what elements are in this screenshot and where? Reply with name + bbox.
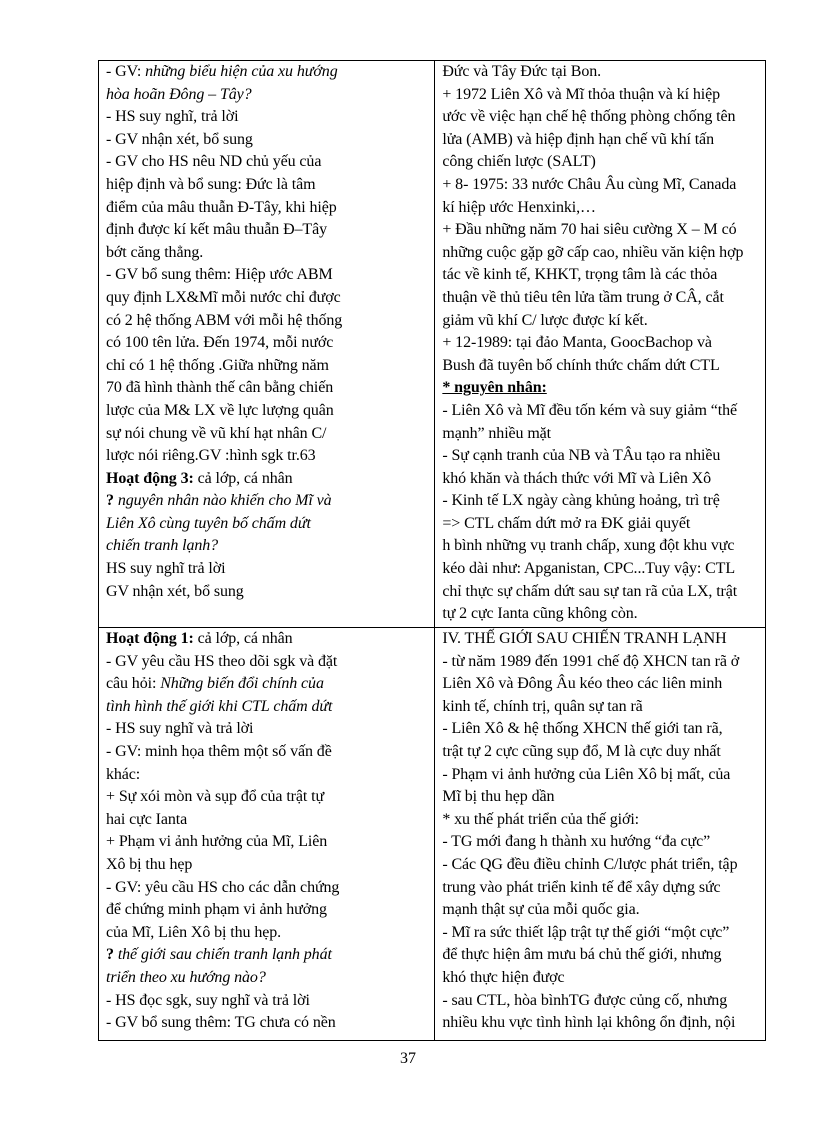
text-line [106, 967, 428, 990]
text-segment: - Các QG đều điều chỉnh C/lược phát triển, tập [442, 855, 738, 873]
text-segment: định được kí kết mâu thuẫn Đ–Tây [106, 221, 327, 239]
text-segment: tự 2 cực Ianta cũng không còn. [442, 605, 638, 623]
text-line [106, 106, 428, 129]
text-line [106, 696, 428, 719]
text-segment: HS suy nghĩ trả lời [106, 560, 226, 578]
table-row [99, 61, 766, 628]
text-line [442, 84, 759, 107]
text-segment: - HS suy nghĩ, trả lời [106, 108, 239, 126]
text-segment: IV. THẾ GIỚI SAU CHIẾN TRANH LẠNH [442, 630, 727, 647]
text-segment: Liên Xô và Đông Âu kéo theo các liên minh [442, 675, 723, 693]
text-segment: quy định LX&Mĩ mỗi nước chỉ được [106, 288, 341, 306]
teacher-activity-cell [99, 61, 435, 628]
text-segment: ước về việc hạn chế hệ thống phòng chống tên [442, 108, 736, 126]
text-segment: h bình những vụ tranh chấp, xung đột khu vực [442, 537, 735, 555]
text-segment: - GV bổ sung thêm: Hiệp ước ABM [106, 266, 333, 284]
text-line [442, 332, 759, 355]
text-segment: có 2 hệ thống ABM với mỗi hệ thống [106, 311, 343, 329]
text-line [106, 786, 428, 809]
text-line [106, 151, 428, 174]
text-line [442, 786, 759, 809]
text-line [442, 151, 759, 174]
text-line [106, 445, 428, 468]
text-segment: * nguyên nhân: [442, 379, 547, 397]
text-segment: 70 đã hình thành thế cân bằng chiến [106, 379, 334, 397]
text-line [106, 764, 428, 787]
text-line [106, 355, 428, 378]
text-segment: những cuộc gặp gỡ cấp cao, nhiều văn kiện hợp [442, 243, 744, 261]
text-line [442, 990, 759, 1013]
text-line [442, 264, 759, 287]
text-line [106, 490, 428, 513]
lesson-content-cell [435, 61, 766, 628]
text-segment: ? [106, 492, 118, 510]
text-segment: hiệp định và bổ sung: Đức là tâm [106, 175, 316, 193]
text-segment: tác về kinh tế, KHKT, trọng tâm là các thỏa [442, 266, 718, 284]
text-line [106, 673, 428, 696]
text-line [106, 310, 428, 333]
text-segment: + 8- 1975: 33 nước Châu Âu cùng Mĩ, Canada [442, 175, 737, 193]
text-line [106, 944, 428, 967]
text-segment: Những biến đổi chính của [160, 675, 324, 693]
text-segment: chỉ thực sự chấm dứt sau sự tan rã của LX, trật [442, 582, 738, 600]
text-line [442, 967, 759, 990]
text-segment: Đức và Tây Đức tại Bon. [442, 63, 602, 80]
text-segment: => CTL chấm dứt mở ra ĐK giải quyết [442, 514, 691, 532]
text-line [442, 106, 759, 129]
text-segment: * xu thế phát triển của thế giới: [442, 810, 640, 828]
text-segment: để thực hiện âm mưu bá chủ thế giới, nhưng [442, 946, 722, 964]
text-segment: nhiều khu vực tình hình lại không ổn định, nội [442, 1014, 736, 1032]
text-segment: bớt căng thẳng. [106, 243, 204, 261]
text-line [106, 1012, 428, 1035]
text-segment: Hoạt động 1: [106, 630, 194, 647]
text-segment: có 100 tên lửa. Đến 1974, mỗi nước [106, 334, 334, 352]
text-segment: kí hiệp ước Henxinki,… [442, 198, 596, 216]
page-number: 37 [400, 1050, 416, 1067]
text-segment: - GV: minh họa thêm một số vấn đề [106, 742, 332, 760]
text-segment: - GV: yêu cầu HS cho các dẫn chứng [106, 878, 340, 896]
text-line [442, 718, 759, 741]
text-segment: - Liên Xô & hệ thống XHCN thế giới tan rã, [442, 720, 723, 738]
text-segment: để chứng minh phạm vi ảnh hưởng [106, 901, 327, 919]
text-segment: Mĩ bị thu hẹp dần [442, 788, 555, 806]
text-line [442, 287, 759, 310]
text-segment: trật tự 2 cực cũng sụp đổ, M là cực duy nhất [442, 742, 721, 760]
text-line [106, 877, 428, 900]
text-line [442, 581, 759, 604]
text-line [442, 558, 759, 581]
text-segment: Xô bị thu hẹp [106, 855, 193, 873]
text-line [106, 332, 428, 355]
text-segment: - sau CTL, hòa bìnhTG được củng cố, nhưng [442, 991, 728, 1009]
text-line [106, 287, 428, 310]
text-line [442, 219, 759, 242]
text-segment: thế giới sau chiến tranh lạnh phát [117, 946, 332, 964]
text-segment: + 12-1989: tại đảo Manta, GoocBachop và [442, 334, 712, 352]
text-line [106, 831, 428, 854]
text-line [106, 174, 428, 197]
text-line [106, 558, 428, 581]
text-segment: khác: [106, 765, 141, 783]
text-line [442, 423, 759, 446]
text-line [442, 174, 759, 197]
text-segment: mạnh” nhiều mặt [442, 424, 552, 442]
text-segment: Liên Xô cùng tuyên bố chấm dứt [106, 514, 311, 532]
text-segment: cả lớp, cá nhân [193, 630, 293, 647]
text-segment: thuận về thủ tiêu tên lửa tầm trung ở CÂ, cắt [442, 288, 724, 306]
text-line [442, 673, 759, 696]
text-line [106, 628, 428, 651]
text-line [442, 490, 759, 513]
text-line [442, 310, 759, 333]
text-segment: nguyên nhân nào khiến cho Mĩ và [117, 492, 332, 510]
text-segment: - GV bổ sung thêm: TG chưa có nền [106, 1014, 336, 1032]
text-line [442, 809, 759, 832]
text-segment: + Sự xói mòn và sụp đổ của trật tự [106, 788, 325, 806]
text-line [442, 377, 759, 400]
text-line [106, 84, 428, 107]
text-line [442, 831, 759, 854]
text-segment: hai cực Ianta [106, 810, 188, 828]
text-line [442, 603, 759, 626]
text-line [106, 242, 428, 265]
text-line [106, 854, 428, 877]
text-line [106, 400, 428, 423]
text-line [442, 922, 759, 945]
text-segment: khó khăn và thách thức với Mĩ và Liên Xô [442, 469, 711, 487]
text-line [442, 468, 759, 491]
text-segment: sự nói chung về vũ khí hạt nhân C/ [106, 424, 327, 442]
text-line [442, 61, 759, 84]
text-segment: GV nhận xét, bổ sung [106, 582, 244, 600]
text-segment: triển theo xu hướng nào? [106, 968, 266, 986]
text-segment: kinh tế, chính trị, quân sự tan rã [442, 697, 643, 715]
text-line [106, 264, 428, 287]
text-line [442, 877, 759, 900]
text-segment: cả lớp, cá nhân [193, 469, 293, 487]
text-line [106, 129, 428, 152]
text-line [442, 242, 759, 265]
text-segment: chỉ có 1 hệ thống .Giữa những năm [106, 356, 329, 374]
text-line [106, 990, 428, 1013]
text-segment: câu hỏi: [106, 675, 161, 693]
text-segment: những biểu hiện của xu hướng [145, 63, 338, 80]
text-segment: - Sự cạnh tranh của NB và TÂu tạo ra nhiều [442, 447, 721, 465]
text-segment: mạnh thật sự của mỗi quốc gia. [442, 901, 640, 919]
text-line [442, 1012, 759, 1035]
text-line [106, 741, 428, 764]
lesson-content-cell [435, 628, 766, 1041]
text-line [106, 581, 428, 604]
text-segment: hòa hoãn Đông – Tây? [106, 85, 252, 103]
text-segment: + 1972 Liên Xô và Mĩ thỏa thuận và kí hiệp [442, 85, 721, 103]
text-line [442, 899, 759, 922]
text-segment: - GV: [106, 63, 146, 80]
text-segment: ? [106, 946, 118, 964]
text-segment: trung vào phát triển kinh tế để xây dựng sức [442, 878, 721, 896]
text-segment: - GV nhận xét, bổ sung [106, 130, 253, 148]
text-line [106, 219, 428, 242]
text-segment: lược nói riêng.GV :hình sgk tr.63 [106, 447, 316, 465]
table-row [99, 628, 766, 1041]
text-segment: - TG mới đang h thành xu hướng “đa cực” [442, 833, 711, 851]
teacher-activity-cell [99, 628, 435, 1041]
text-line [442, 197, 759, 220]
text-line [106, 423, 428, 446]
text-segment: - Kinh tế LX ngày càng khủng hoảng, trì trệ [442, 492, 720, 510]
text-line [442, 513, 759, 536]
text-line [442, 355, 759, 378]
text-line [106, 61, 428, 84]
text-line [442, 944, 759, 967]
text-segment: lửa (AMB) và hiệp định hạn chế vũ khí tấn [442, 130, 714, 148]
text-line [106, 377, 428, 400]
text-segment: + Phạm vi ảnh hưởng của Mĩ, Liên [106, 833, 328, 851]
text-segment: - từ năm 1989 đến 1991 chế độ XHCN tan rã ở [442, 652, 740, 670]
text-line [442, 696, 759, 719]
text-line [106, 651, 428, 674]
text-line [442, 741, 759, 764]
text-line [106, 468, 428, 491]
text-line [106, 718, 428, 741]
text-line [106, 535, 428, 558]
text-segment: kéo dài như: Apganistan, CPC...Tuy vậy: CTL [442, 560, 736, 578]
text-segment: công chiến lược (SALT) [442, 153, 596, 171]
text-segment: Bush đã tuyên bố chính thức chấm dứt CTL [442, 356, 720, 374]
text-line [442, 535, 759, 558]
text-line [106, 899, 428, 922]
text-line [106, 513, 428, 536]
text-segment: của Mĩ, Liên Xô bị thu hẹp. [106, 923, 282, 941]
text-segment: khó thực hiện được [442, 968, 565, 986]
text-segment: - GV cho HS nêu ND chủ yếu của [106, 153, 322, 171]
text-line [442, 854, 759, 877]
lesson-table [98, 60, 766, 1041]
text-segment: Hoạt động 3: [106, 469, 194, 487]
text-line [106, 809, 428, 832]
text-segment: - GV yêu cầu HS theo dõi sgk và đặt [106, 652, 338, 670]
text-line [442, 400, 759, 423]
text-segment: lược của M& LX về lực lượng quân [106, 401, 334, 419]
text-line [442, 129, 759, 152]
text-segment: giảm vũ khí C/ lược được kí kết. [442, 311, 648, 329]
text-segment: điểm của mâu thuẫn Đ-Tây, khi hiệp [106, 198, 337, 216]
text-segment: + Đầu những năm 70 hai siêu cường X – M có [442, 221, 737, 239]
text-line [442, 764, 759, 787]
text-segment: - HS đọc sgk, suy nghĩ và trả lời [106, 991, 310, 1009]
text-line [106, 197, 428, 220]
text-line [442, 651, 759, 674]
text-segment: chiến tranh lạnh? [106, 537, 219, 555]
text-segment: - Mĩ ra sức thiết lập trật tự thế giới “một cực” [442, 923, 730, 941]
text-line [442, 445, 759, 468]
text-segment: tình hình thế giới khi CTL chấm dứt [106, 697, 333, 715]
text-segment: - HS suy nghĩ và trả lời [106, 720, 254, 738]
text-segment: - Phạm vi ảnh hưởng của Liên Xô bị mất, của [442, 765, 731, 783]
text-segment: - Liên Xô và Mĩ đều tốn kém và suy giảm “thế [442, 401, 737, 419]
text-line [442, 628, 759, 651]
text-line [106, 922, 428, 945]
